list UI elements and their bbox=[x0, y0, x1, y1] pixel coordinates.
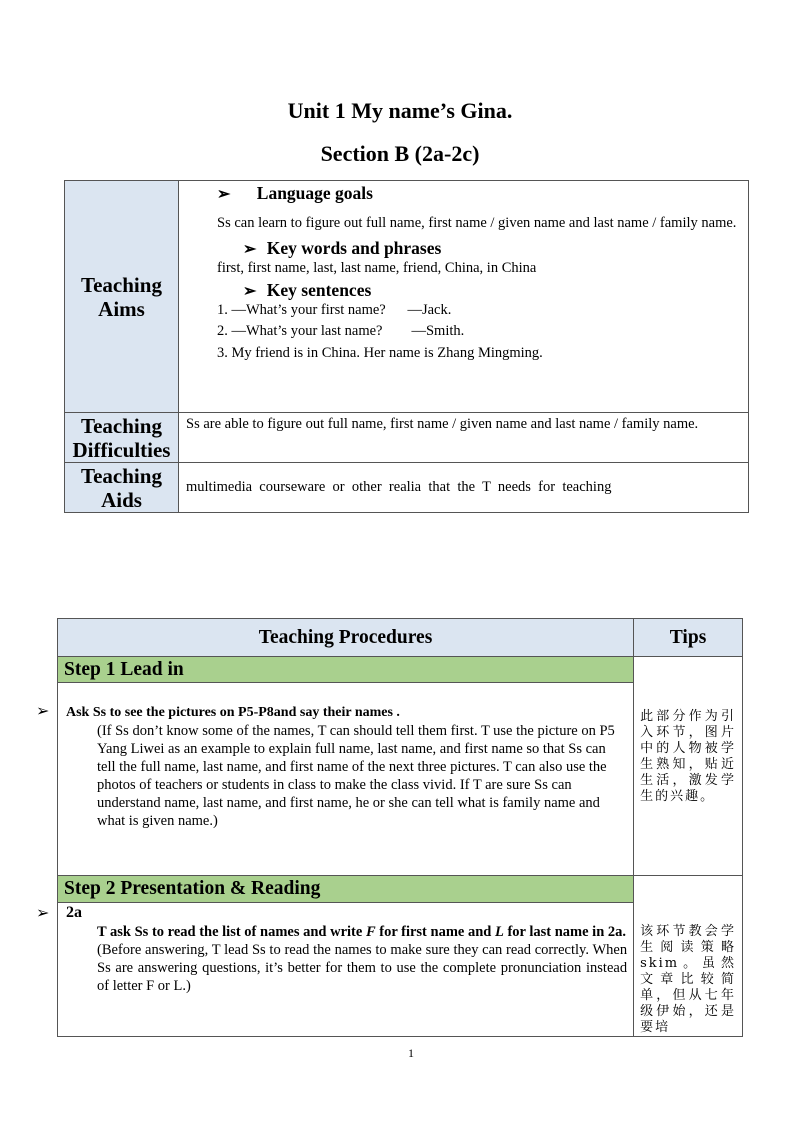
heading-text: Key words and phrases bbox=[266, 238, 442, 258]
step2-body: (Before answering, T lead Ss to read the names to make sure they can read correctly. When Ss are answering questions, it’s better for them to use the complete pronunciation instead of letter F or L.) bbox=[97, 941, 628, 994]
key-sentence-3: 3. My friend is in China. Her name is Zhang Mingming. bbox=[217, 345, 543, 361]
label-line: Difficulties bbox=[72, 437, 171, 462]
key-words-text: first, first name, last, last name, friend, China, in China bbox=[217, 260, 537, 276]
page-title: Unit 1 My name’s Gina. bbox=[287, 98, 513, 123]
label-line: Teaching bbox=[81, 272, 162, 297]
label-line: Aims bbox=[98, 296, 145, 321]
arrow-bullet-icon: ➢ bbox=[36, 703, 50, 720]
teaching-aids-text: multimedia courseware or other realia that the T needs for teaching bbox=[179, 463, 749, 513]
procedures-header: Teaching Procedures bbox=[58, 619, 634, 657]
language-goals-heading bbox=[217, 183, 744, 205]
heading-text: Key sentences bbox=[266, 280, 372, 300]
step2-tip bbox=[634, 876, 743, 1037]
tip-text: 此部分作为引入环节，图片中的人物被学生熟知，贴近生活，激发学生的兴趣。 bbox=[640, 709, 736, 804]
teaching-procedures-table bbox=[36, 618, 743, 1037]
step2-content bbox=[36, 902, 634, 1036]
heading-text: Language goals bbox=[256, 183, 373, 203]
teaching-aims-content bbox=[179, 181, 749, 413]
label-line: Teaching bbox=[81, 413, 162, 438]
teaching-difficulties-text: Ss are able to figure out full name, first name / given name and last name / family name. bbox=[179, 413, 749, 463]
key-words-heading bbox=[243, 238, 744, 260]
label-line: Aids bbox=[101, 487, 142, 512]
tips-header: Tips bbox=[634, 619, 743, 657]
instruction-text: for last name in 2a. bbox=[503, 923, 627, 940]
step2-instruction bbox=[66, 923, 627, 941]
instruction-letter-l: L bbox=[494, 923, 504, 940]
step1-instruction: Ask Ss to see the pictures on P5-P8and say their names . bbox=[66, 705, 400, 720]
arrow-bullet-icon: ➢ bbox=[217, 186, 231, 203]
arrow-bullet-icon: ➢ bbox=[243, 283, 257, 300]
tip-text: 该环节教会学生阅读策略skim。虽然文章比较简单，但从七年级伊始，还是要培 bbox=[640, 924, 736, 1035]
instruction-text: for first name and bbox=[375, 923, 495, 940]
instruction-letter-f: F bbox=[365, 923, 376, 940]
step1-body: (If Ss don’t know some of the names, T can should tell them first. T use the picture on P5 Yang Liwei as an example to explain full name, last name, and first name so that Ss can tell the full name, last name, and first name of the next three pictures. T can also use the photos of teachers or students in class to make the class vivid. If T are sure Ss can understand name, last name, and first name, he or she can tell what is family name and what is given name.) bbox=[97, 723, 615, 829]
language-goals-text: Ss can learn to figure out full name, first name / given name and last name / family name. bbox=[217, 215, 737, 231]
teaching-aids-label bbox=[65, 463, 179, 513]
page-number: 1 bbox=[408, 1046, 414, 1060]
arrow-bullet-icon: ➢ bbox=[243, 241, 257, 258]
key-sentence-2: 2. —What’s your last name? —Smith. bbox=[217, 323, 465, 339]
key-sentence-1: 1. —What’s your first name? —Jack. bbox=[217, 302, 452, 318]
arrow-bullet-icon: ➢ bbox=[36, 904, 50, 922]
key-sentences-heading bbox=[243, 280, 744, 302]
step2-title: Step 2 Presentation & Reading bbox=[58, 876, 634, 903]
teaching-aims-label bbox=[65, 181, 179, 413]
step1-content bbox=[36, 683, 634, 876]
page-subtitle: Section B (2a-2c) bbox=[320, 141, 480, 166]
step1-title: Step 1 Lead in bbox=[58, 657, 634, 683]
instruction-text: T ask Ss to read the list of names and write bbox=[97, 923, 366, 940]
teaching-aims-table bbox=[64, 180, 749, 513]
step2-sub-label: 2a bbox=[66, 903, 82, 921]
label-line: Teaching bbox=[81, 463, 162, 488]
teaching-difficulties-label bbox=[65, 413, 179, 463]
step1-tip bbox=[634, 657, 743, 876]
